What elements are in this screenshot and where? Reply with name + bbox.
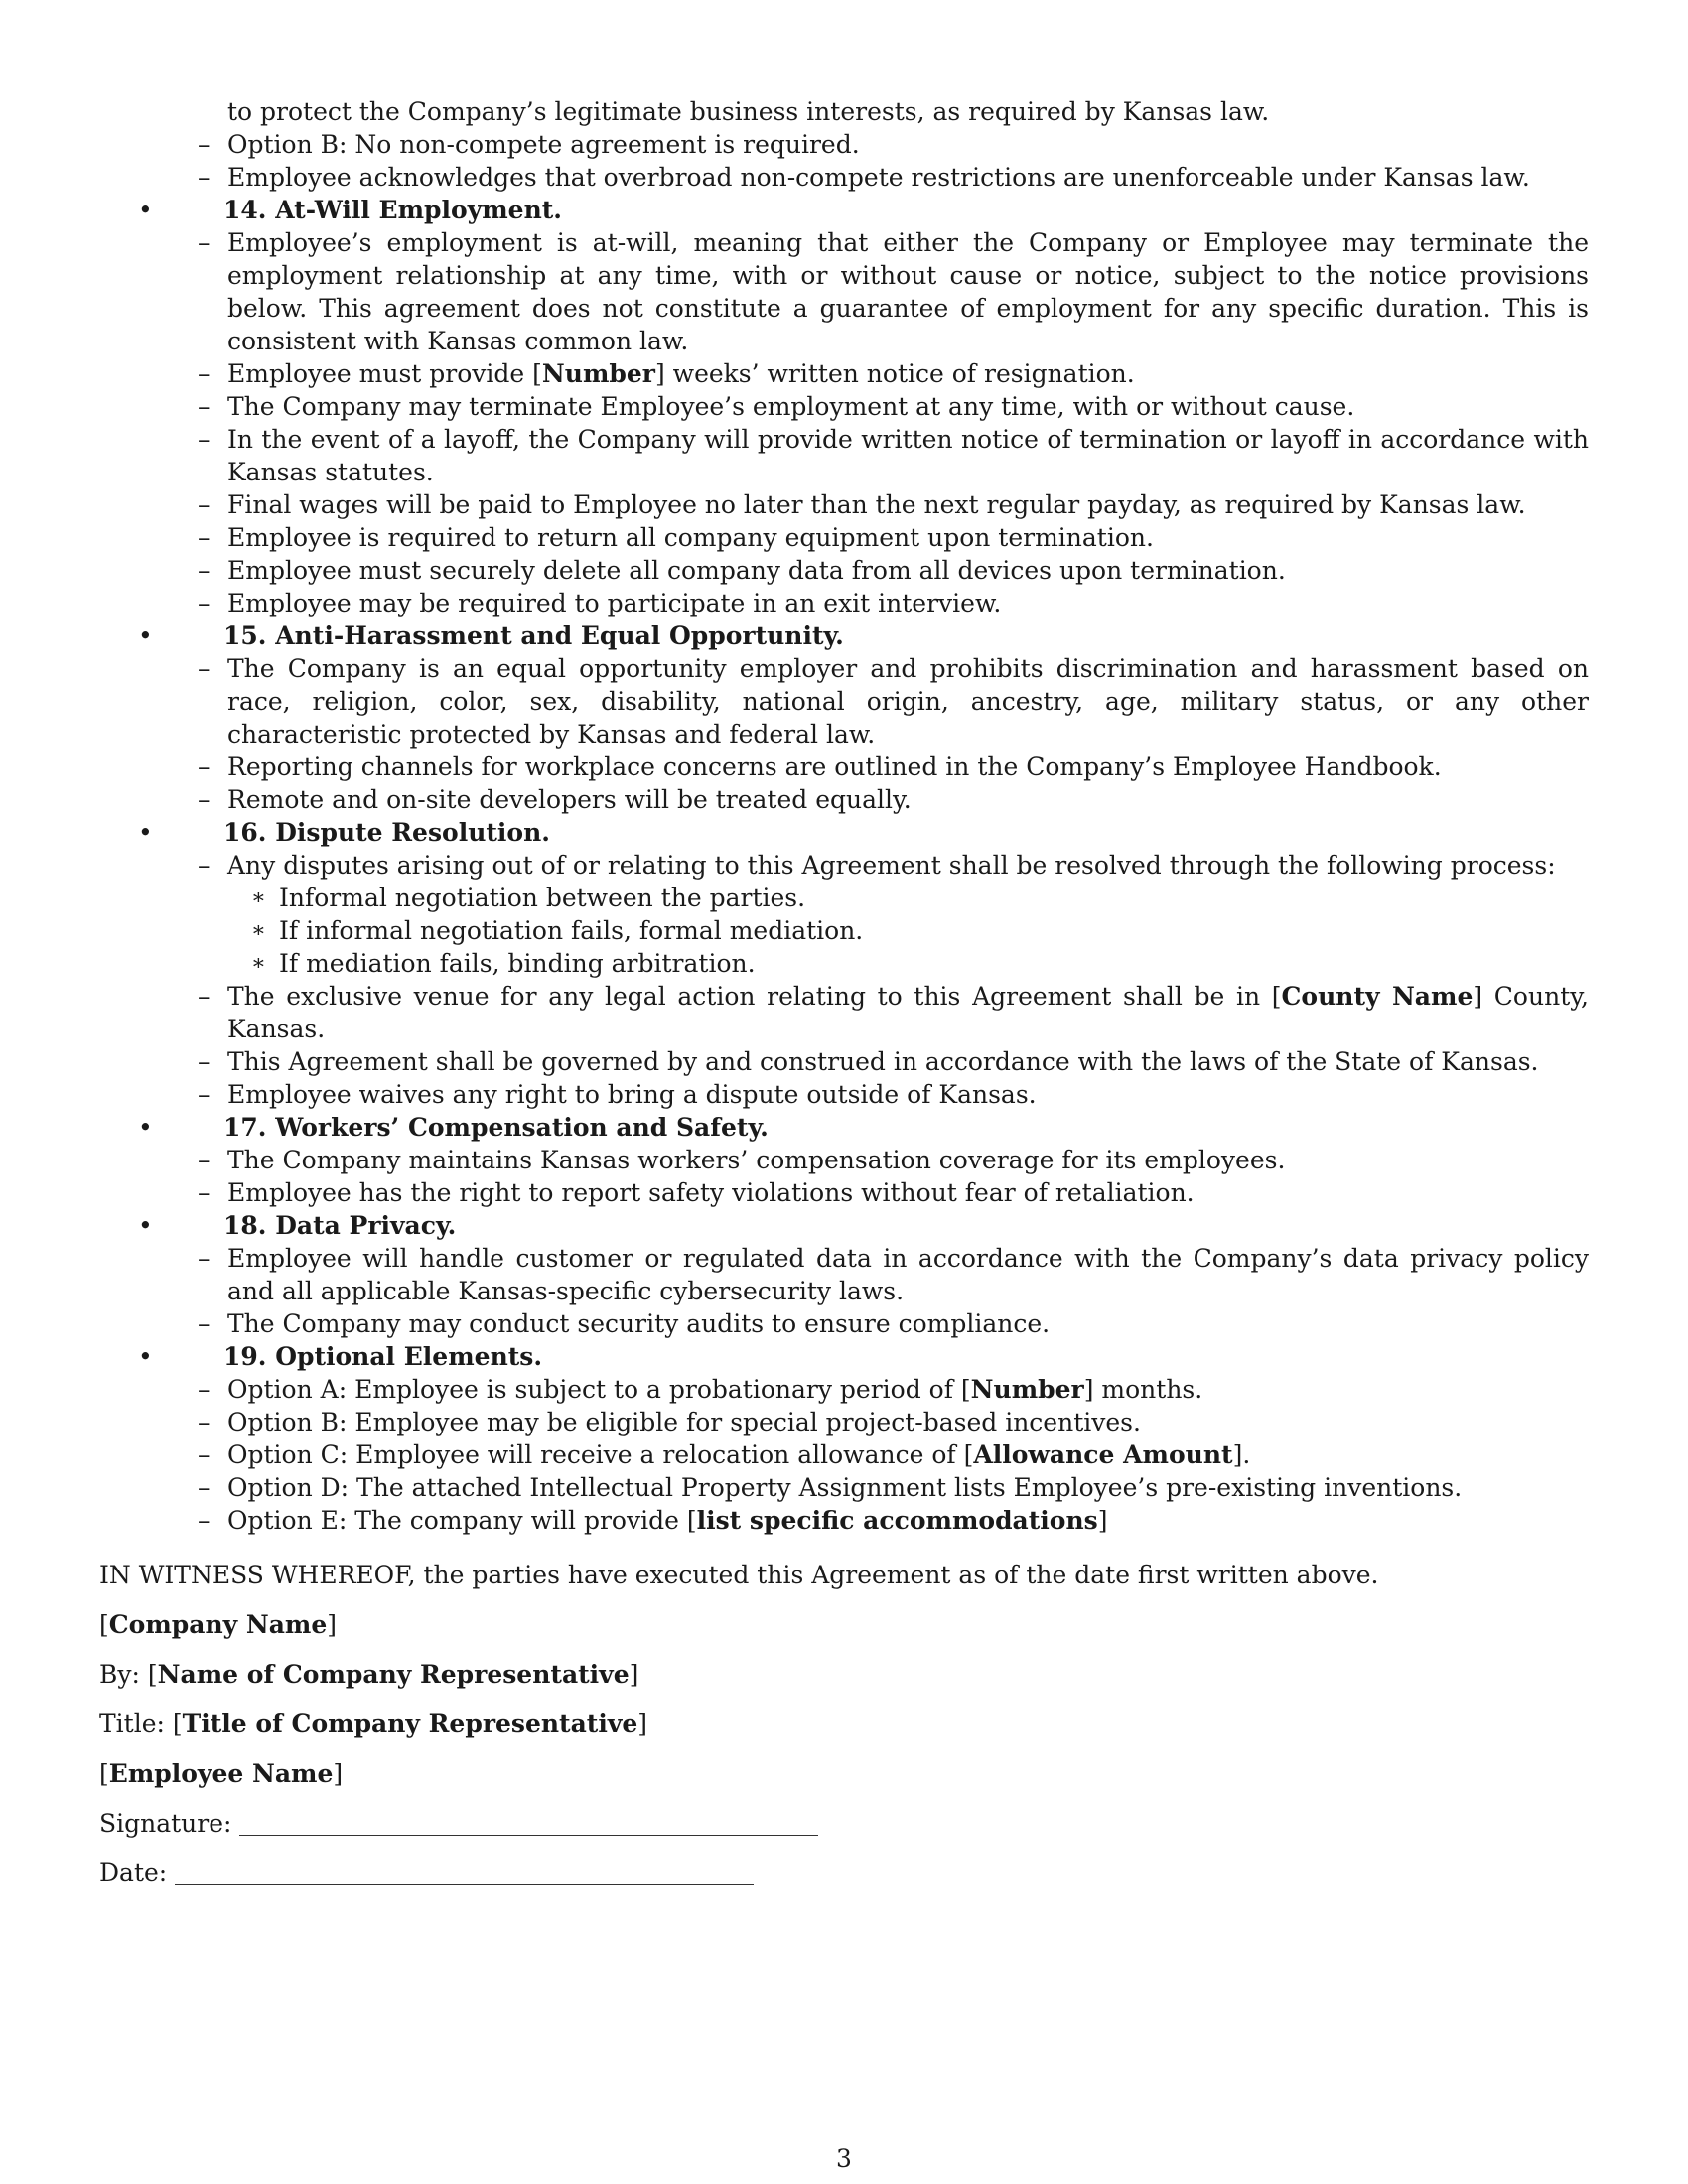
- s18-title: 18. Data Privacy.: [223, 1211, 457, 1240]
- dash-marker: –: [198, 130, 211, 159]
- bullet-marker: •: [138, 818, 153, 847]
- star-marker: ∗: [251, 951, 266, 976]
- s16-title: 16. Dispute Resolution.: [223, 818, 550, 847]
- dash-marker: –: [198, 982, 211, 1011]
- dash-marker: –: [198, 654, 211, 683]
- s15-item-2: [99, 751, 1589, 783]
- dash-marker: –: [198, 1375, 211, 1404]
- bracket-close: ]: [629, 1660, 639, 1689]
- s15-item-1-text: The Company is an equal opportunity employer and prohibits discrimination and harassment based on race, religion, color, sex, disability, national origin, ancestry, age, military status, or any other characteristic protected by Kansas and federal law.: [227, 654, 1589, 749]
- s16-sub-1-text: Informal negotiation between the parties.: [279, 884, 806, 912]
- dash-marker: –: [198, 1244, 211, 1273]
- dash-marker: –: [198, 1408, 211, 1436]
- employee-name-line: [99, 1757, 1589, 1790]
- placeholder-number: Number: [541, 359, 655, 388]
- s18-item-1-text: Employee will handle customer or regulated data in accordance with the Company’s data privacy policy and all applicable Kansas-specific cybersecurity laws.: [227, 1244, 1589, 1305]
- s16-sub-3-text: If mediation fails, binding arbitration.: [279, 949, 756, 978]
- dash-marker: –: [198, 359, 211, 388]
- dash-marker: –: [198, 1506, 211, 1535]
- bullet-marker: •: [138, 1211, 153, 1240]
- signature-blank-line[interactable]: [239, 1811, 818, 1836]
- bracket-open: [: [99, 1759, 109, 1788]
- dash-marker: –: [198, 1178, 211, 1207]
- s16-sub-3: [99, 947, 1589, 980]
- s16-item-2-post: ] County, Kansas.: [227, 982, 1589, 1043]
- placeholder-employee-name: Employee Name: [108, 1759, 334, 1788]
- s14-item-7: [99, 554, 1589, 587]
- s16-item-1: [99, 849, 1589, 882]
- s14-item-2-pre: Employee must provide [: [227, 359, 542, 388]
- bullet-marker: •: [138, 196, 153, 224]
- date-label: Date:: [99, 1858, 176, 1887]
- s16-item-2: [99, 980, 1589, 1045]
- page-number: 3: [836, 2144, 852, 2173]
- s16-sub-2-text: If informal negotiation fails, formal mediation.: [279, 916, 864, 945]
- s19-heading: [99, 1340, 1589, 1373]
- dash-marker: –: [198, 1080, 211, 1109]
- s19-option-d-text: Option D: The attached Intellectual Property Assignment lists Employee’s pre-existing inventions.: [227, 1473, 1463, 1502]
- company-name-line: [99, 1608, 1589, 1641]
- s18-heading: [99, 1209, 1589, 1242]
- dash-marker: –: [198, 163, 211, 192]
- s16-item-3: [99, 1045, 1589, 1078]
- s14-item-1: [99, 226, 1589, 357]
- s19-option-a-pre: Option A: Employee is subject to a probationary period of [: [227, 1375, 971, 1404]
- s17-item-2: [99, 1176, 1589, 1209]
- s17-item-1: [99, 1144, 1589, 1176]
- bracket-open: [: [99, 1610, 109, 1639]
- s18-item-1: [99, 1242, 1589, 1307]
- s15-title: 15. Anti-Harassment and Equal Opportunity.: [223, 621, 844, 650]
- bracket-open: [: [172, 1709, 183, 1738]
- placeholder-company-name: Company Name: [108, 1610, 328, 1639]
- witness-statement: IN WITNESS WHEREOF, the parties have executed this Agreement as of the date first written above.: [99, 1561, 1379, 1589]
- s14-item-3: [99, 390, 1589, 423]
- s14-item-4: [99, 423, 1589, 488]
- placeholder-representative-title: Title of Company Representative: [182, 1709, 638, 1738]
- s13-continuation: to protect the Company’s legitimate business interests, as required by Kansas law.: [227, 97, 1270, 126]
- dash-marker: –: [198, 589, 211, 617]
- dash-marker: –: [198, 1440, 211, 1469]
- star-marker: ∗: [251, 918, 266, 943]
- bullet-marker: •: [138, 1113, 153, 1142]
- s14-item-1-text: Employee’s employment is at-will, meaning that either the Company or Employee may terminate the employment relationship at any time, with or without cause or notice, subject to the notice provisions below. This agreement does not constitute a guarantee of employment for any specific duration. This is consistent with Kansas common law.: [227, 228, 1589, 355]
- s14-item-6: [99, 521, 1589, 554]
- s14-item-8-text: Employee may be required to participate in an exit interview.: [227, 589, 1002, 617]
- signature-label: Signature:: [99, 1809, 240, 1838]
- s15-item-1: [99, 652, 1589, 751]
- date-line: [99, 1856, 1589, 1889]
- dash-marker: –: [198, 851, 211, 880]
- s15-item-3-text: Remote and on-site developers will be treated equally.: [227, 785, 912, 814]
- s18-item-2: [99, 1307, 1589, 1340]
- s17-title: 17. Workers’ Compensation and Safety.: [223, 1113, 769, 1142]
- s19-option-e-pre: Option E: The company will provide [: [227, 1506, 697, 1535]
- document-page: [99, 95, 1589, 1889]
- dash-marker: –: [198, 490, 211, 519]
- s15-heading: [99, 619, 1589, 652]
- star-marker: ∗: [251, 886, 266, 910]
- s14-item-3-text: The Company may terminate Employee’s employment at any time, with or without cause.: [227, 392, 1355, 421]
- dash-marker: –: [198, 392, 211, 421]
- s16-item-4-text: Employee waives any right to bring a dispute outside of Kansas.: [227, 1080, 1037, 1109]
- s17-item-1-text: The Company maintains Kansas workers’ compensation coverage for its employees.: [227, 1146, 1286, 1174]
- s14-item-5-text: Final wages will be paid to Employee no later than the next regular payday, as required by Kansas law.: [227, 490, 1526, 519]
- s13-item-b: [99, 128, 1589, 161]
- placeholder-accommodations: list specific accommodations: [696, 1506, 1098, 1535]
- dash-marker: –: [198, 785, 211, 814]
- s19-option-b: [99, 1406, 1589, 1438]
- s17-heading: [99, 1111, 1589, 1144]
- s14-item-6-text: Employee is required to return all company equipment upon termination.: [227, 523, 1154, 552]
- s17-item-2-text: Employee has the right to report safety violations without fear of retaliation.: [227, 1178, 1195, 1207]
- dash-marker: –: [198, 228, 211, 257]
- s16-item-1-text: Any disputes arising out of or relating to this Agreement shall be resolved through the following process:: [227, 851, 1556, 880]
- s19-option-c-pre: Option C: Employee will receive a relocation allowance of [: [227, 1440, 974, 1469]
- s16-sub-1: [99, 882, 1589, 914]
- bracket-close: ]: [333, 1759, 344, 1788]
- s19-option-e-post: ]: [1097, 1506, 1108, 1535]
- placeholder-number: Number: [970, 1375, 1084, 1404]
- s13-item-c-text: Employee acknowledges that overbroad non-compete restrictions are unenforceable under Kansas law.: [227, 163, 1530, 192]
- s14-item-8: [99, 587, 1589, 619]
- by-line: [99, 1658, 1589, 1691]
- s16-sub-2: [99, 914, 1589, 947]
- s19-option-d: [99, 1471, 1589, 1504]
- s14-item-2-post: ] weeks’ written notice of resignation.: [654, 359, 1135, 388]
- s14-item-4-text: In the event of a layoff, the Company will provide written notice of termination or layoff in accordance with Kansas statutes.: [227, 425, 1589, 486]
- s16-item-3-text: This Agreement shall be governed by and construed in accordance with the laws of the State of Kansas.: [227, 1047, 1539, 1076]
- title-line: [99, 1707, 1589, 1740]
- placeholder-allowance-amount: Allowance Amount: [973, 1440, 1233, 1469]
- date-blank-line[interactable]: [175, 1860, 754, 1885]
- placeholder-county-name: County Name: [1281, 982, 1474, 1011]
- s13-item-c: [99, 161, 1589, 194]
- s14-item-2: [99, 357, 1589, 390]
- s19-option-a-post: ] months.: [1083, 1375, 1203, 1404]
- signature-line: [99, 1807, 1589, 1840]
- dash-marker: –: [198, 523, 211, 552]
- dash-marker: –: [198, 425, 211, 454]
- s16-item-2-pre: The exclusive venue for any legal action relating to this Agreement shall be in [: [227, 982, 1282, 1011]
- placeholder-representative-name: Name of Company Representative: [157, 1660, 630, 1689]
- dash-marker: –: [198, 752, 211, 781]
- dash-marker: –: [198, 1146, 211, 1174]
- s16-heading: [99, 816, 1589, 849]
- bracket-close: ]: [327, 1610, 338, 1639]
- s14-item-5: [99, 488, 1589, 521]
- dash-marker: –: [198, 1473, 211, 1502]
- s18-item-2-text: The Company may conduct security audits to ensure compliance.: [227, 1309, 1051, 1338]
- dash-marker: –: [198, 1309, 211, 1338]
- s16-item-4: [99, 1078, 1589, 1111]
- s14-heading: [99, 194, 1589, 226]
- s19-option-b-text: Option B: Employee may be eligible for special project-based incentives.: [227, 1408, 1141, 1436]
- bracket-close: ]: [637, 1709, 648, 1738]
- bullet-marker: •: [138, 1342, 153, 1371]
- s14-title: 14. At-Will Employment.: [223, 196, 563, 224]
- s19-option-e: [99, 1504, 1589, 1537]
- dash-marker: –: [198, 1047, 211, 1076]
- s15-item-2-text: Reporting channels for workplace concerns are outlined in the Company’s Employee Handbook.: [227, 752, 1442, 781]
- bracket-open: [: [147, 1660, 158, 1689]
- bullet-marker: •: [138, 621, 153, 650]
- s19-option-a: [99, 1373, 1589, 1406]
- s19-option-c: [99, 1438, 1589, 1471]
- dash-marker: –: [198, 556, 211, 585]
- s19-option-c-post: ].: [1232, 1440, 1251, 1469]
- s14-item-7-text: Employee must securely delete all company data from all devices upon termination.: [227, 556, 1286, 585]
- s19-title: 19. Optional Elements.: [223, 1342, 543, 1371]
- title-label: Title:: [99, 1709, 173, 1738]
- s15-item-3: [99, 783, 1589, 816]
- by-label: By:: [99, 1660, 148, 1689]
- s13-item-b-text: Option B: No non-compete agreement is required.: [227, 130, 860, 159]
